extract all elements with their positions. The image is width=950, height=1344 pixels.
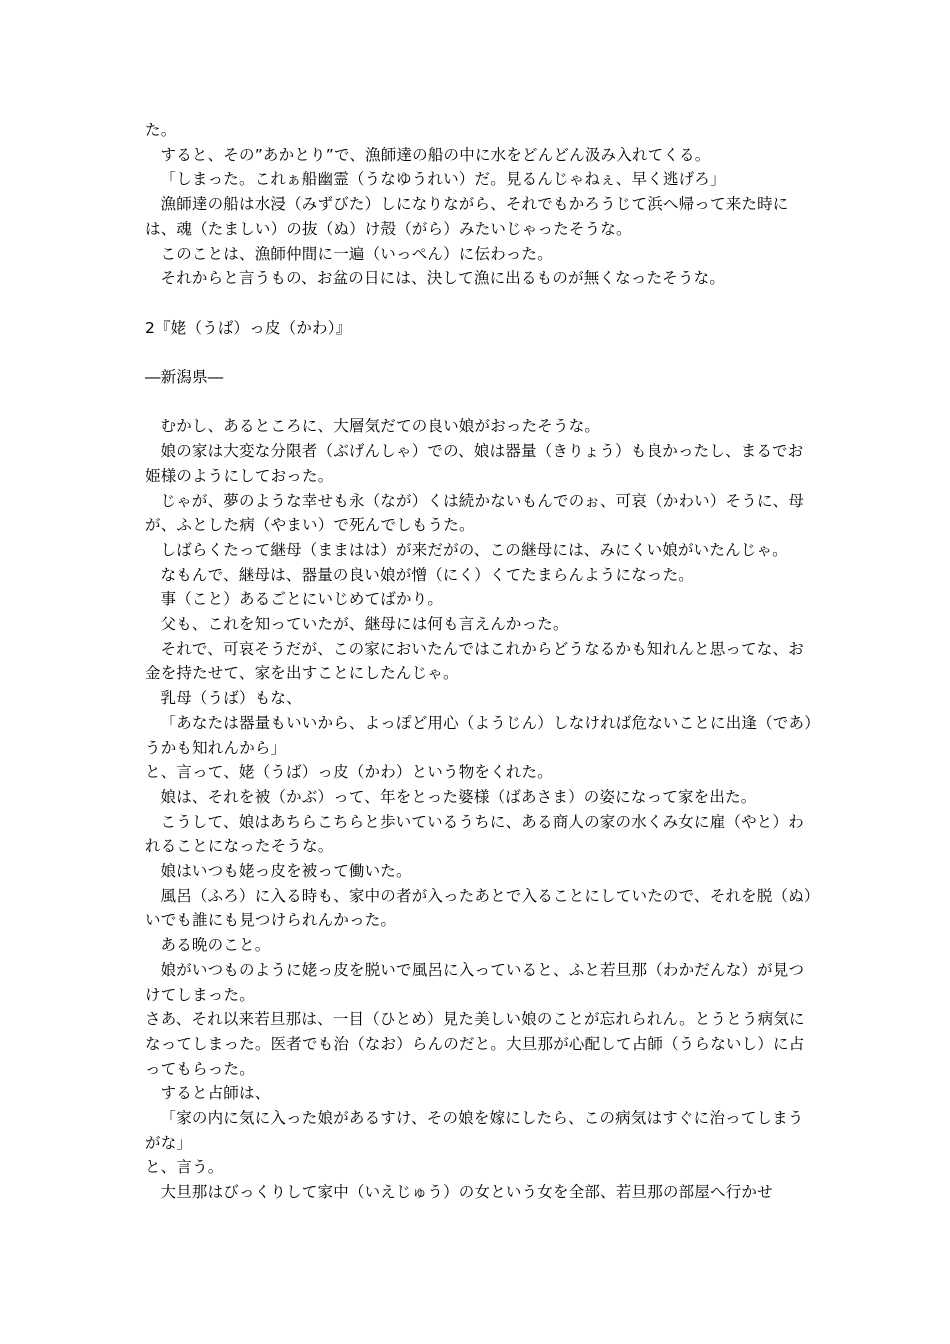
paragraph: と、言う。 [145,1158,224,1177]
paragraph: 父も、これを知っていたが、継母には何も言えんかった。 [160,615,569,634]
paragraph: なもんで、継母は、器量の良い娘が憎（にく）くてたまらんようになった。 [160,565,694,584]
paragraph: 事（こと）あるごとにいじめてばかり。 [160,590,444,609]
paragraph: 娘の家は大変な分限者（ぶげんしゃ）での、娘は器量（きりょう）も良かったし、まるでお姫様のようにしておった。 [145,442,804,485]
story2-title: 2『姥（うば）っ皮（かわ）』 [145,318,352,337]
paragraph: このことは、漁師仲間に一遍（いっぺん）に伝わった。 [160,244,553,263]
paragraph: 大旦那はびっくりして家中（いえじゅう）の女という女を全部、若旦那の部屋へ行かせ [160,1183,773,1202]
paragraph: 乳母（うば）もな、 [160,689,302,708]
paragraph: すると占師は、 [160,1084,271,1103]
paragraph: 娘はいつも姥っ皮を被って働いた。 [160,862,412,881]
section-gap [145,390,813,415]
paragraph: こうして、娘はあちらこちらと歩いているうちに、ある商人の家の水くみ女に雇（やと）われることになったそうな。 [145,812,804,856]
paragraph: さあ、それ以来若旦那は、一目（ひとめ）見た美しい娘のことが忘れられん。とうとう病気になってしまった。医者でも治（なお）らんのだと。大旦那が心配して占師（うらないし）に占ってもらった。 [145,1010,805,1078]
story2-region: ―新潟県― [145,368,224,386]
paragraph: しばらくたって継母（ままはは）が来だがの、この継母には、みにくい娘がいたんじゃ。 [160,540,788,559]
text-column [145,118,813,1205]
paragraph: それで、可哀そうだが、この家においたんではこれからどうなるかも知れんと思ってな、お金を持たせて、家を出すことにしたんじゃ。 [145,639,804,683]
paragraph: 「家の内に気に入った娘があるすけ、その娘を嫁にしたら、この病気はすぐに治ってしまうがな」 [145,1109,804,1152]
section-gap [145,340,813,365]
paragraph: 娘は、それを被（かぶ）って、年をとった婆様（ばあさま）の姿になって家を出た。 [160,787,757,806]
paragraph: むかし、あるところに、大層気だての良い娘がおったそうな。 [160,417,601,436]
story2-body [145,414,813,1205]
paragraph: と、言って、姥（うば）っ皮（かわ）という物をくれた。 [145,763,553,782]
section-gap [145,291,813,316]
paragraph: すると、その”あかとり”で、漁師達の船の中に水をどんどん汲み入れてくる。 [160,145,711,164]
paragraph: 「あなたは器量もいいから、よっぽど用心（ようじん）しなければ危ないことに出逢（であ）うかも知れんから」 [145,713,813,757]
paragraph: 「しまった。これぁ船幽霊（うなゆうれい）だ。見るんじゃねぇ、早く逃げろ」 [160,170,726,189]
story1-ending [145,118,813,291]
paragraph: じゃが、夢のような幸せも永（なが）くは続かないもんでのぉ、可哀（かわい）そうに、母が、ふとした病（やまい）で死んでしもうた。 [145,491,805,535]
paragraph: それからと言うもの、お盆の日には、決して漁に出るものが無くなったそうな。 [160,269,726,288]
paragraph: 風呂（ふろ）に入る時も、家中の者が入ったあとで入ることにしていたので、それを脱（ぬ）いでも誰にも見つけられんかった。 [145,886,812,930]
paragraph: た。 [145,121,177,139]
paragraph: 娘がいつものように姥っ皮を脱いで風呂に入っていると、ふと若旦那（わかだんな）が見つけてしまった。 [145,960,805,1004]
paragraph: 漁師達の船は水浸（みずびた）しになりながら、それでもかろうじて浜へ帰って来た時には、魂（たましい）の抜（ぬ）け殻（がら）みたいじゃったそうな。 [145,195,789,238]
paragraph: ある晩のこと。 [160,936,271,955]
